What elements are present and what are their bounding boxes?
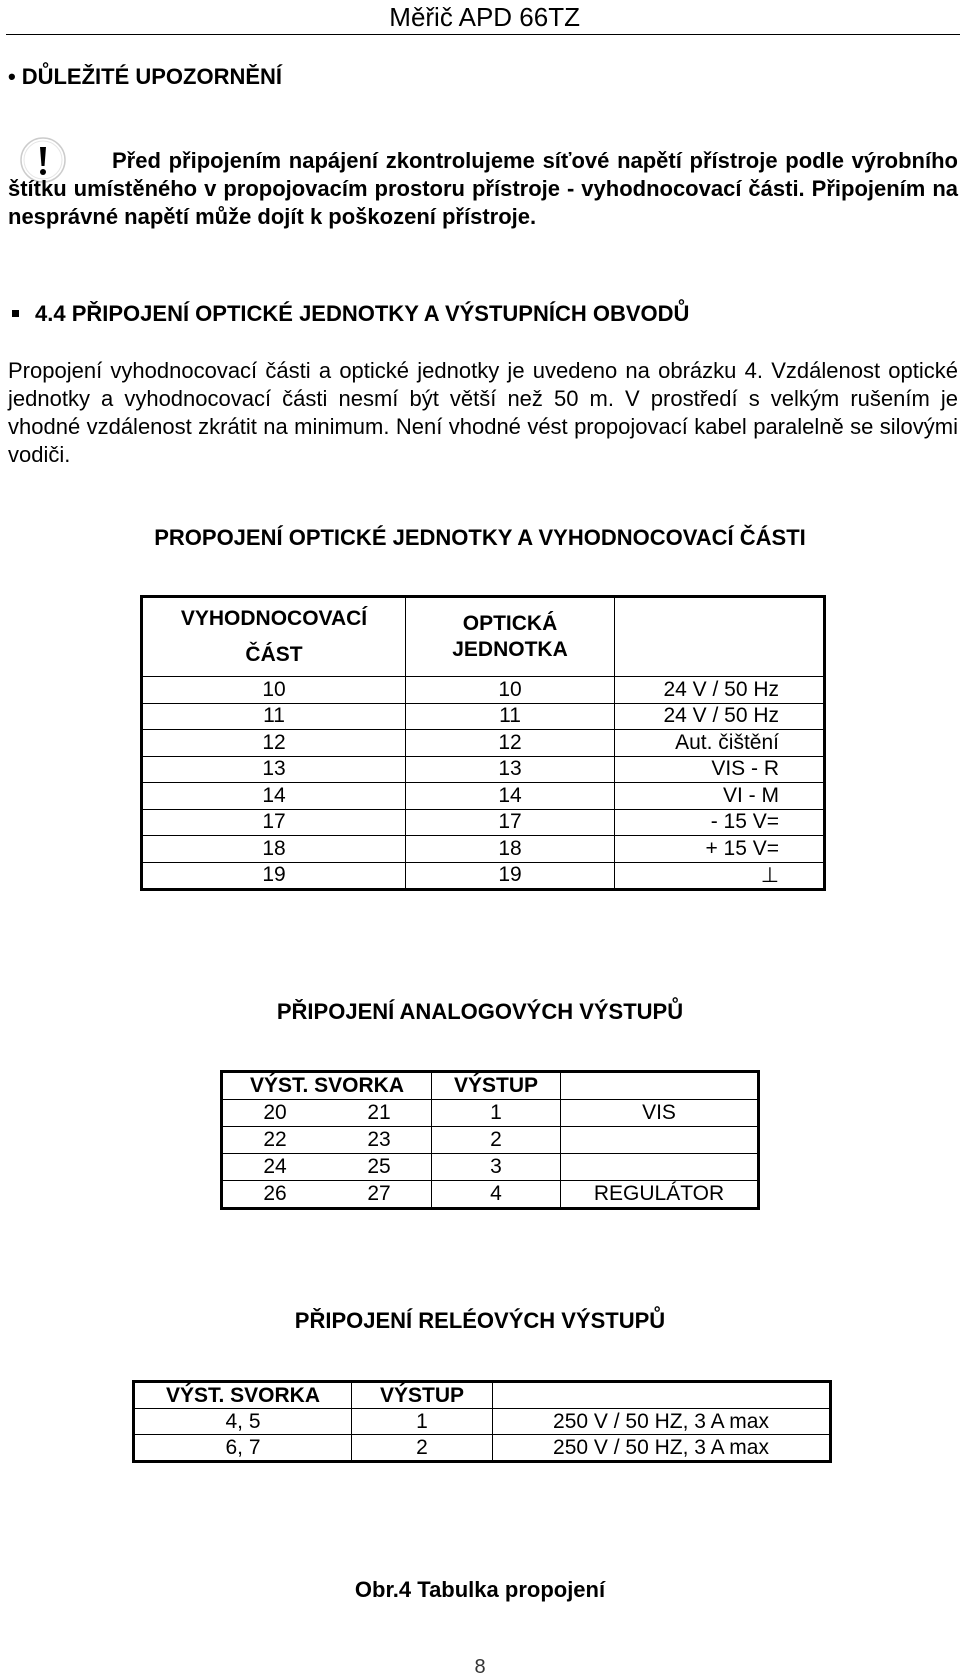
table-cell: VIS	[561, 1100, 759, 1127]
table-cell: 12	[142, 730, 406, 757]
header-rule	[6, 34, 960, 35]
table-row	[222, 1181, 759, 1209]
table-cell: 23	[327, 1127, 431, 1154]
section-paragraph: Propojení vyhodnocovací části a optické jednotky je uvedeno na obrázku 4. Vzdálenost optické jednotky a vyhodnocovací části nesmí být větší než 50 m. V prostředí s velkým rušením je vhodné vzdálenost zkrátit na minimum. Není vhodné vést propojovací kabel paralelně se silovými vodiči.	[8, 358, 958, 467]
page-number: 8	[474, 1656, 486, 1678]
table-cell: 10	[406, 677, 615, 704]
table-header-cell: OPTICKÁ JEDNOTKA	[406, 597, 615, 677]
section-heading	[8, 301, 689, 327]
table-cell: 21	[327, 1100, 431, 1127]
table-row	[142, 809, 825, 836]
table-header-cell: VÝSTUP	[432, 1072, 561, 1100]
table-cell: 14	[142, 783, 406, 810]
table3-title: PŘIPOJENÍ RELÉOVÝCH VÝSTUPŮ	[294, 1308, 666, 1333]
table-cell: 13	[406, 756, 615, 783]
table-row	[134, 1435, 831, 1462]
table-cell: 4	[432, 1181, 561, 1209]
section-heading-text: 4.4 PŘIPOJENÍ OPTICKÉ JEDNOTKY A VÝSTUPNÍCH OBVODŮ	[35, 301, 690, 326]
table-cell: 4, 5	[134, 1409, 352, 1435]
analog-outputs-table	[220, 1070, 760, 1210]
table-header-cell: VÝSTUP	[352, 1382, 493, 1409]
table-cell: 13	[142, 756, 406, 783]
table-cell: VIS - R	[615, 756, 825, 783]
bullet-dot: •	[8, 64, 16, 89]
square-bullet-icon	[12, 310, 19, 317]
table-header-row	[134, 1382, 831, 1409]
table-cell	[561, 1127, 759, 1154]
table-row	[142, 836, 825, 863]
table-cell: 250 V / 50 HZ, 3 A max	[493, 1435, 831, 1462]
table-cell: 6, 7	[134, 1435, 352, 1462]
table-cell: 10	[142, 677, 406, 704]
table-cell: 24 V / 50 Hz	[615, 677, 825, 704]
figure-caption: Obr.4 Tabulka propojení	[354, 1577, 606, 1602]
table-cell: 250 V / 50 HZ, 3 A max	[493, 1409, 831, 1435]
table-row	[142, 783, 825, 810]
table-cell: 12	[406, 730, 615, 757]
table-header-cell	[561, 1072, 759, 1100]
warning-text: Před připojením napájení zkontrolujeme síťové napětí přístroje podle výrobního štítku umístěného v propojovacím prostoru přístroje - vyhodnocovací části. Připojením na nesprávné napětí může dojít k poškození přístroje.	[8, 148, 958, 229]
table-cell: 26	[222, 1181, 328, 1209]
table-cell: 24 V / 50 Hz	[615, 703, 825, 730]
table-row	[142, 677, 825, 704]
table-cell: 19	[142, 862, 406, 890]
table-row	[142, 703, 825, 730]
table-cell: 1	[352, 1409, 493, 1435]
table-cell: 27	[327, 1181, 431, 1209]
table-cell: Aut. čištění	[615, 730, 825, 757]
table-cell: 24	[222, 1154, 328, 1181]
table-cell: 2	[352, 1435, 493, 1462]
table-header-cell: VÝST. SVORKA	[134, 1382, 352, 1409]
table-cell: 25	[327, 1154, 431, 1181]
document-header-title: Měřič APD 66TZ	[389, 2, 580, 32]
table-row	[222, 1100, 759, 1127]
table-row	[142, 730, 825, 757]
table-cell: 17	[142, 809, 406, 836]
table-row	[142, 756, 825, 783]
table1-title: PROPOJENÍ OPTICKÉ JEDNOTKY A VYHODNOCOVACÍ ČÁSTI	[154, 525, 806, 550]
table-cell: 19	[406, 862, 615, 890]
table2-title: PŘIPOJENÍ ANALOGOVÝCH VÝSTUPŮ	[276, 999, 684, 1024]
table-cell: 17	[406, 809, 615, 836]
table-cell: 18	[142, 836, 406, 863]
table-cell	[561, 1154, 759, 1181]
table-row	[142, 862, 825, 890]
table-header-cell: VÝST. SVORKA	[222, 1072, 432, 1100]
table-header-cell	[493, 1382, 831, 1409]
table-cell: ⊥	[615, 862, 825, 890]
important-heading	[8, 64, 282, 90]
important-heading-text: DŮLEŽITÉ UPOZORNĚNÍ	[21, 64, 283, 89]
table-cell: - 15 V=	[615, 809, 825, 836]
table-header-row	[222, 1072, 759, 1100]
table-row	[222, 1154, 759, 1181]
table-cell: VI - M	[615, 783, 825, 810]
table-cell: 2	[432, 1127, 561, 1154]
connection-table	[140, 595, 826, 891]
table-row	[222, 1127, 759, 1154]
table-cell: REGULÁTOR	[561, 1181, 759, 1209]
table-cell: 18	[406, 836, 615, 863]
table-cell: 11	[406, 703, 615, 730]
table-cell: 1	[432, 1100, 561, 1127]
table-header-cell: VYHODNOCOVACÍ ČÁST	[142, 597, 406, 677]
table-row	[134, 1409, 831, 1435]
table-header-cell	[615, 597, 825, 677]
table-cell: + 15 V=	[615, 836, 825, 863]
table-header-row	[142, 597, 825, 677]
table-cell: 22	[222, 1127, 328, 1154]
relay-outputs-table	[132, 1380, 832, 1463]
table-cell: 11	[142, 703, 406, 730]
warning-paragraph	[8, 147, 958, 231]
table-cell: 20	[222, 1100, 328, 1127]
table-cell: 14	[406, 783, 615, 810]
table-cell: 3	[432, 1154, 561, 1181]
